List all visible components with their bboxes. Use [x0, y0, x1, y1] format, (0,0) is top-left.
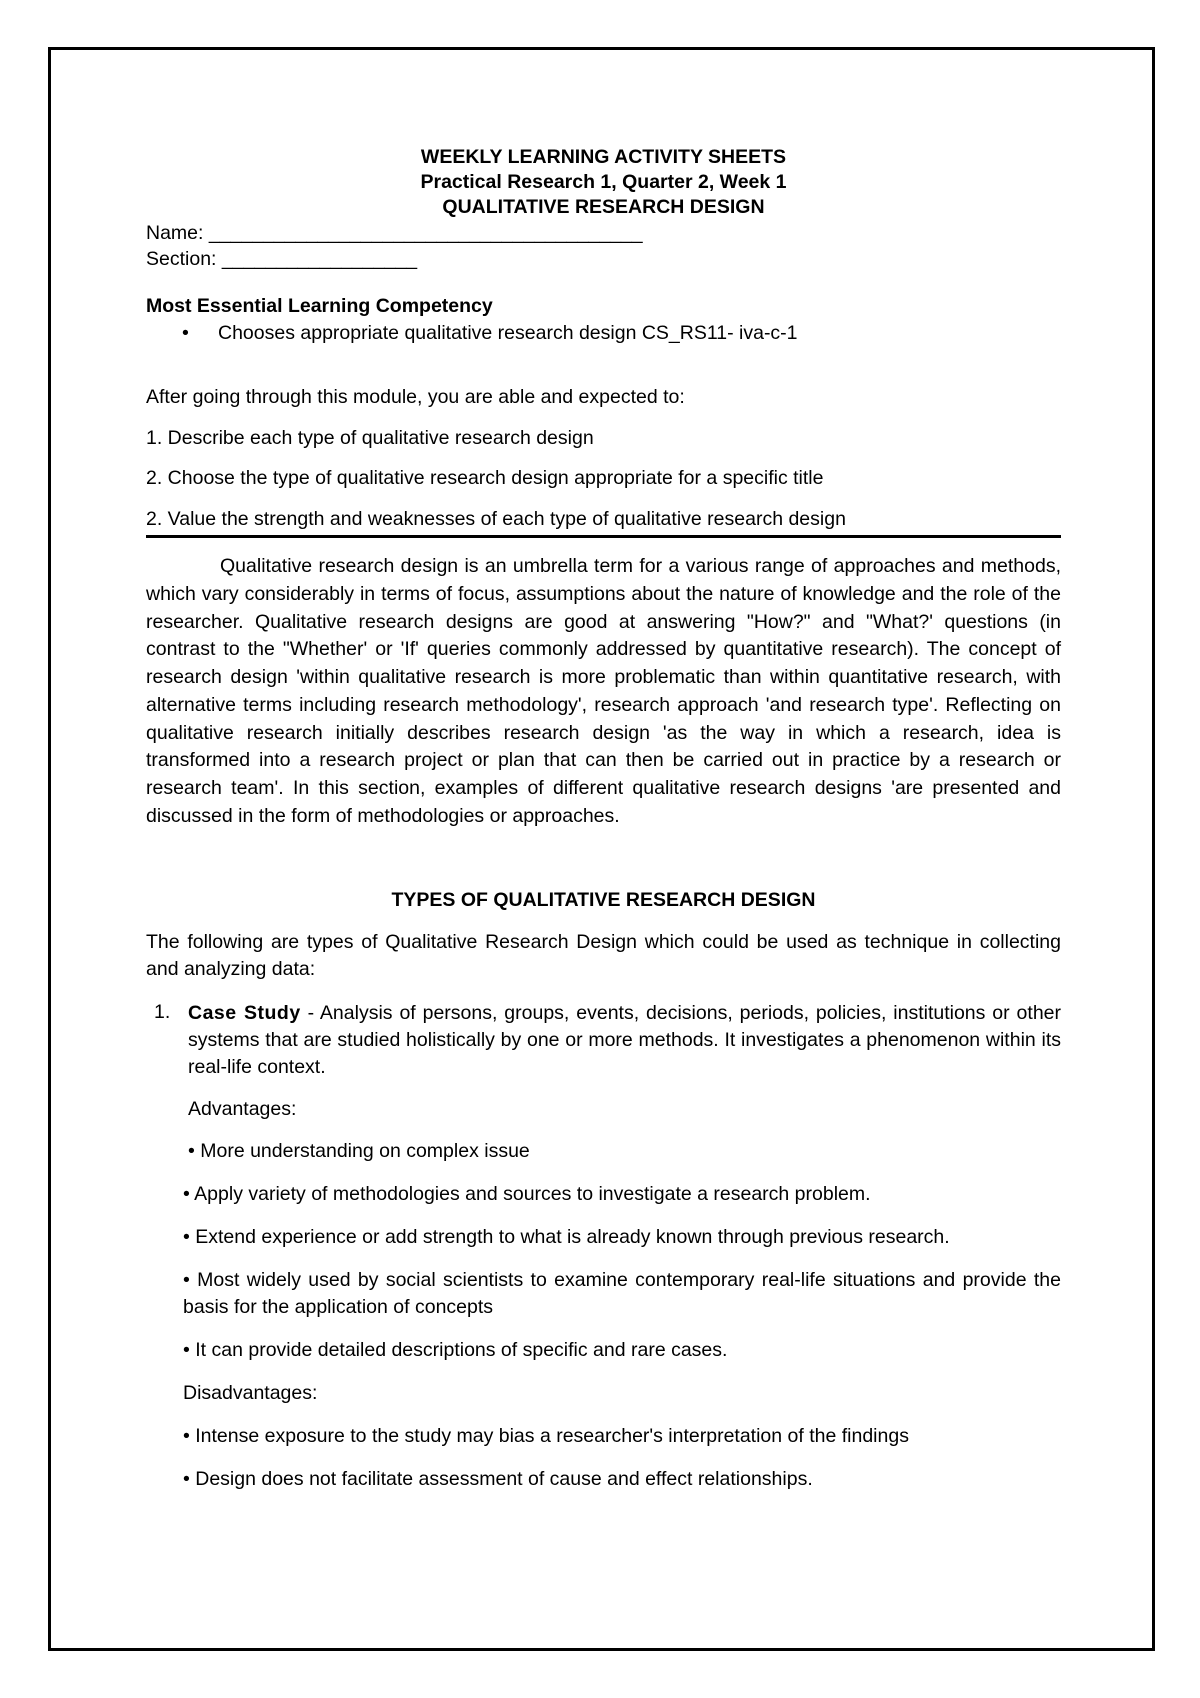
case-study-text [188, 1000, 1061, 1081]
header-title: WEEKLY LEARNING ACTIVITY SHEETS [420, 146, 787, 168]
section-field: Section: __________________ [146, 248, 418, 270]
header-topic: QUALITATIVE RESEARCH DESIGN [442, 196, 765, 218]
objective-item: 2. Value the strength and weaknesses of each type of qualitative research design [146, 507, 846, 530]
melc-text: Chooses appropriate qualitative research design CS_RS11- iva-c-1 [218, 321, 798, 344]
disadvantage-item: • Design does not facilitate assessment of cause and effect relationships. [183, 1467, 813, 1490]
advantage-item: • Extend experience or add strength to what is already known through previous research. [183, 1225, 950, 1248]
header-subject: Practical Research 1, Quarter 2, Week 1 [420, 171, 787, 193]
advantage-item: • It can provide detailed descriptions of specific and rare cases. [183, 1338, 728, 1361]
item-number: 1. [154, 1000, 171, 1023]
case-study-term: Case Study [188, 1001, 301, 1024]
name-field: Name: ________________________________________ [146, 222, 643, 244]
advantage-item: • Apply variety of methodologies and sources to investigate a research problem. [183, 1182, 871, 1205]
disadvantage-item: • Intense exposure to the study may bias a researcher's interpretation of the findings [183, 1424, 909, 1447]
horizontal-rule [146, 535, 1061, 538]
intro-paragraph: Qualitative research design is an umbrella term for a various range of approaches and methods, which vary considerably in terms of focus, assumptions about the nature of knowledge and the role of the researcher. Qualitative research designs are good at answering "How?" and "What?' questions (in contrast to the "Whether' or 'If' queries commonly addressed by quantitative research). The concept of research design 'within qualitative research is more problematic than within quantitative research, with alternative terms including research methodology', research approach 'and research type'. Reflecting on qualitative research initially describes research design 'as the way in which a research, idea is transformed into a research project or plan that can then be carried out in practice by a research or research team'. In this section, examples of different qualitative research designs 'are presented and discussed in the form of methodologies or approaches. [146, 555, 1061, 827]
worksheet-content [146, 145, 1061, 1493]
bullet-icon: • [182, 321, 189, 344]
advantage-item: • More understanding on complex issue [188, 1139, 530, 1162]
case-study-item [146, 1000, 1061, 1081]
case-study-definition: - Analysis of persons, groups, events, decisions, periods, policies, institutions or other systems that are studied holistically by one or more methods. It investigates a phenomenon within its real-life context. [188, 1001, 1062, 1078]
advantages-label: Advantages: [188, 1097, 297, 1120]
melc-item [146, 321, 1061, 346]
types-intro: The following are types of Qualitative Research Design which could be used as technique in collecting and analyzing data: [146, 930, 1061, 980]
objective-item: 1. Describe each type of qualitative research design [146, 426, 594, 449]
objectives-intro: After going through this module, you are able and expected to: [146, 386, 685, 409]
melc-heading: Most Essential Learning Competency [146, 295, 493, 317]
advantage-item: • Most widely used by social scientists to examine contemporary real-life situations and provide the basis for the application of concepts [183, 1268, 1061, 1318]
types-heading: TYPES OF QUALITATIVE RESEARCH DESIGN [391, 889, 816, 912]
disadvantages-label: Disadvantages: [183, 1381, 318, 1404]
objective-item: 2. Choose the type of qualitative research design appropriate for a specific title [146, 467, 824, 490]
